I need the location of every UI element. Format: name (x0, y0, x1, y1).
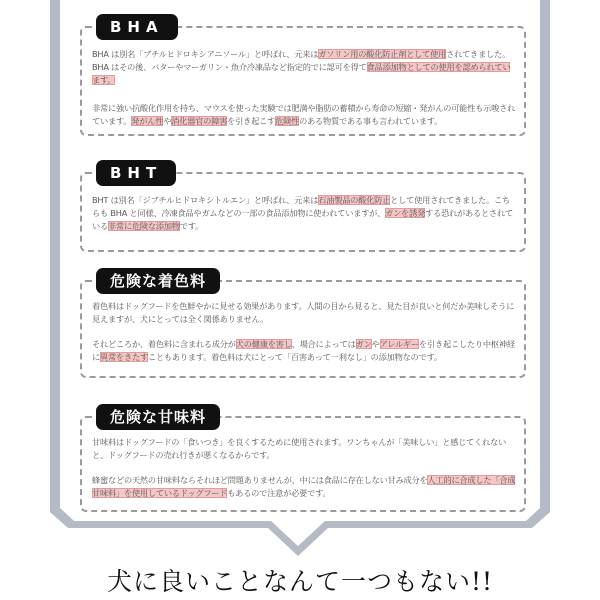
text: や (371, 339, 380, 349)
section-sweeteners-para1 (92, 436, 516, 462)
section-colorants-para2 (92, 338, 516, 364)
text: として使用されてきました。こちらも BHA と同様、冷凍食品やガムなどの一部の食品添加物に使われていますが、 (92, 195, 510, 218)
footer-slogan: 犬に良いことなんて一つもない!! (106, 567, 494, 596)
section-title-bha: BHA (96, 14, 178, 40)
text: BHA は別名「ブチルヒドロキシアニソール」と呼ばれ、元来は (92, 49, 319, 59)
highlight: ガソリン用の酸化防止剤として使用 (318, 49, 447, 59)
section-bht-para1 (92, 194, 516, 233)
text: のある物質である事も言われています。 (299, 116, 443, 126)
highlight: 発がん性 (131, 116, 164, 126)
text: する恐れがあるとされている (92, 208, 513, 231)
section-bha (80, 18, 526, 136)
section-title-colorants: 危険な着色料 (96, 268, 220, 294)
highlight: ガンを誘発 (385, 208, 426, 218)
text: 非常に強い抗酸化作用を持ち、マウスを使った実験では肥満や脂肪の蓄積から寿命の短縮・発がんの可能性も示唆されています。 (92, 103, 516, 126)
section-sweeteners (80, 408, 526, 512)
text: BHT は別名「ジブチルヒドロキシトルエン」と呼ばれ、元来は (92, 195, 319, 205)
section-bha-para1 (92, 48, 516, 87)
highlight: 犬の健康を害し (235, 339, 292, 349)
highlight: 非常に危険な添加物 (107, 221, 180, 231)
text: 蜂蜜などの天然の甘味料ならそれほど問題ありませんが、中には食品に存在しない甘み成分を (92, 475, 428, 485)
section-title-sweeteners: 危険な甘味料 (96, 404, 220, 430)
section-sweeteners-para2 (92, 474, 516, 500)
text: を引き起こしたり中枢神経に (92, 339, 515, 362)
text: それどころか、着色料に含まれる成分が (92, 339, 236, 349)
text: です。 (179, 221, 204, 231)
text: や (163, 116, 172, 126)
text: もあるので注意が必要です。 (227, 488, 331, 498)
section-bht (80, 164, 526, 252)
text: こともあります。着色料は犬にとって「百害あって一利なし」の添加物なのです。 (147, 352, 442, 362)
highlight: 異常をきたす (100, 352, 148, 362)
highlight: アレルギー (379, 339, 419, 349)
highlight: 人工的に合成した「合成甘味料」を使用しているドッグフード (92, 475, 516, 498)
section-colorants-para1 (92, 300, 516, 326)
text: 着色料はドッグフードを色鮮やかに見せる効果があります。人間の目から見ると、見た目が良いと何だか美味しそうに見えますが、犬にとっては全く関係ありません。 (92, 301, 515, 324)
section-colorants (80, 272, 526, 378)
highlight: ガン (355, 339, 372, 349)
highlight: 食品添加物としての使用を認められています。 (92, 62, 511, 85)
text: 、場合によっては (291, 339, 356, 349)
text: を引き起こす (227, 116, 276, 126)
highlight: 危険性 (275, 116, 300, 126)
text: されてきました。BHA はその後、バターやマーガリン・魚介冷凍品など指定的でに認可を得て (92, 49, 510, 72)
highlight: 消化器官の障害 (171, 116, 228, 126)
highlight: 石油製品の酸化防止 (318, 195, 391, 205)
section-bha-para2 (92, 102, 516, 128)
section-title-bht: BHT (96, 160, 176, 186)
text: 甘味料はドッグフードの「食いつき」を良くするために使用されます。ワンちゃんが「美味しい」と感じてくれないと、ドッグフードの売れ行きが悪くなるからです。 (92, 437, 507, 460)
